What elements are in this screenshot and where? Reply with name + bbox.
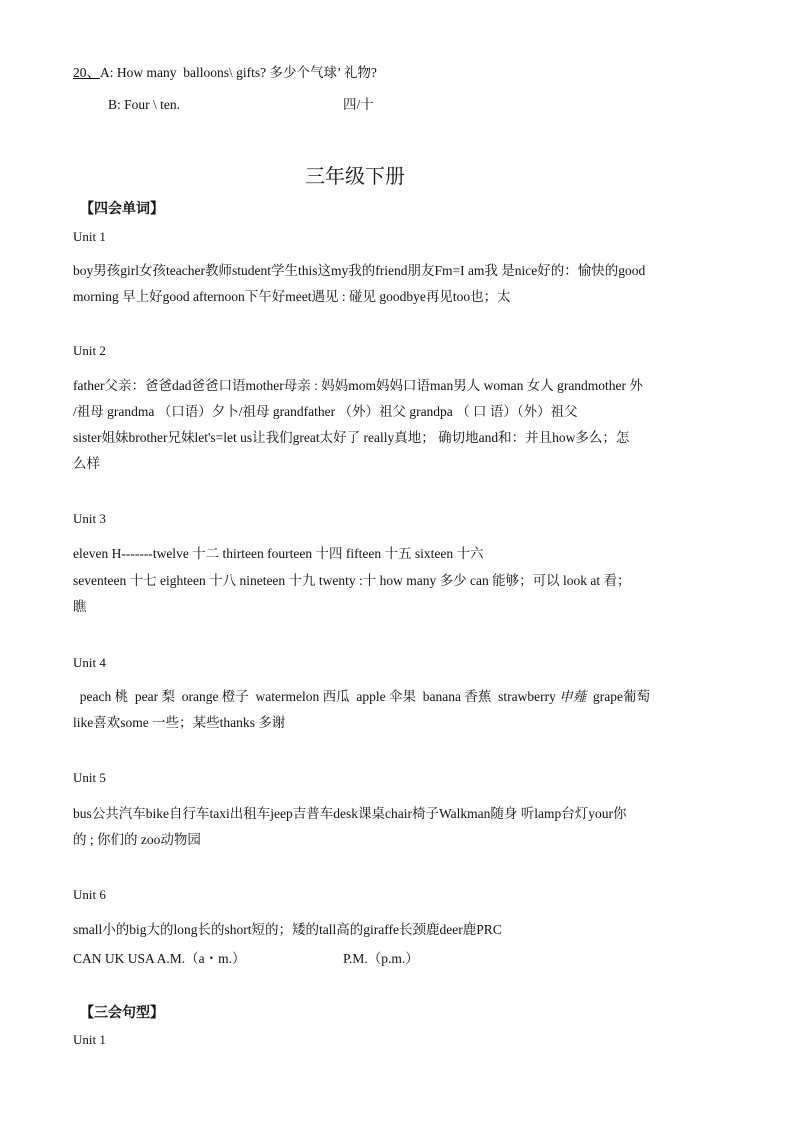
unit-label: Unit 2	[73, 343, 106, 358]
unit4-line1-italic: 申薤	[559, 689, 587, 704]
unit-line: CAN UK USA A.M.（a・m.）	[73, 951, 246, 966]
unit-label: Unit 1	[73, 1032, 106, 1047]
unit-line: 么样	[73, 456, 100, 471]
unit-label: Unit 4	[73, 655, 106, 670]
unit-line: /祖母 grandma （口语）夕卜/祖母 grandfather （外）祖父 grandpa （ 口 语）（外）祖父	[73, 404, 578, 419]
unit-label: Unit 6	[73, 887, 106, 902]
unit-line: 的 ; 你们的 zoo动物园	[73, 832, 201, 847]
unit-line: small小的big大的long长的short短的；矮的tall高的giraffe长颈鹿deer鹿PRC	[73, 922, 502, 937]
unit-line: P.M.（p.m.）	[343, 951, 419, 966]
page-title: 三年级下册	[305, 166, 405, 188]
q20-number: 20、	[73, 65, 100, 80]
unit-line	[73, 687, 650, 707]
unit-line: like喜欢some 一些；某些thanks 多谢	[73, 715, 286, 730]
unit-line: bus公共汽车bike自行车taxi出租车jeep吉普车desk课桌chair椅子Walkman随身 听lamp台灯your你	[73, 806, 627, 821]
q20-question: A: How many balloons\ gifts? 多少个气球’ 礼物?	[100, 65, 377, 80]
unit-label: Unit 5	[73, 770, 106, 785]
unit-line: boy男孩girl女孩teacher教师student学生this这my我的friend朋友Fm=I am我 是nice好的：愉快的good	[73, 263, 646, 278]
unit-line: father父亲：爸爸dad爸爸口语mother母亲 : 妈妈mom妈妈口语man男人 woman 女人 grandmother 外	[73, 378, 643, 393]
q20-answer-en: B: Four \ ten.	[108, 97, 181, 112]
unit-label: Unit 1	[73, 229, 106, 244]
section-heading-sentences: 【三会句型】	[80, 1006, 164, 1021]
section-heading-vocab: 【四会单词】	[80, 202, 164, 217]
unit-line: seventeen 十七 eighteen 十八 nineteen 十九 twenty :十 how many 多少 can 能够；可以 look at 看；	[73, 573, 631, 588]
unit-label: Unit 3	[73, 511, 106, 526]
unit-line: morning 早上好good afternoon下午好meet遇见 : 碰见 goodbye再见too也；太	[73, 289, 511, 304]
unit-line: sister姐妹brother兄妹let's=let us让我们great太好了 really真地； 确切地and和：并且how多么；怎	[73, 430, 630, 445]
unit4-line1-post: grape葡萄	[586, 689, 650, 704]
q20-question-line	[73, 63, 377, 83]
unit-line: eleven H-------twelve 十二 thirteen fourteen 十四 fifteen 十五 sixteen 十六	[73, 546, 484, 561]
unit4-line1-pre: peach 桃 pear 梨 orange 橙子 watermelon 西瓜 apple 伞果 banana 香蕉 strawberry	[73, 689, 560, 704]
unit-line: 瞧	[73, 599, 87, 614]
q20-answer-cn: 四/十	[343, 97, 374, 112]
